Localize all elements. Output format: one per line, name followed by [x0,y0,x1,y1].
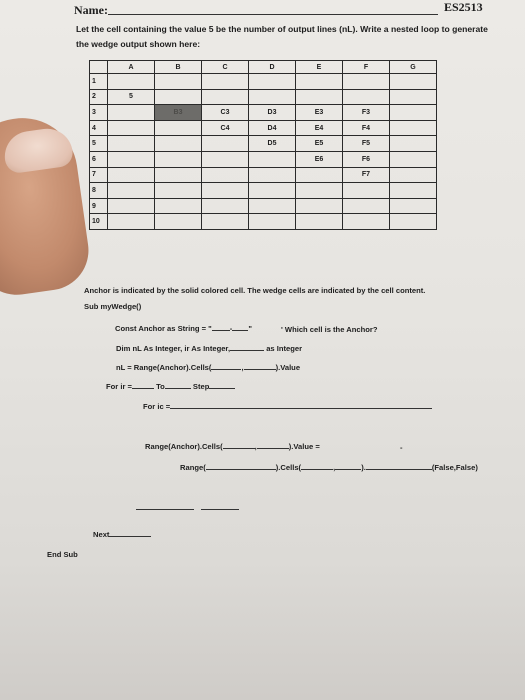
row-header: 1 [90,74,108,90]
next-blank[interactable] [109,529,151,537]
grid-cell [202,214,249,230]
range-cells-comma: , [254,442,257,451]
for-ir-start-blank[interactable] [132,381,154,389]
grid-cell [296,198,343,214]
grid-cell [202,136,249,152]
grid-cell [202,89,249,105]
grid-cell [296,74,343,90]
grid-row [90,214,437,230]
for-to-label: To [156,382,165,391]
grid-cell: E3 [296,105,343,121]
const-prefix: Const Anchor as String = " [115,324,212,333]
grid-cell [296,89,343,105]
grid-cell [390,105,437,121]
grid-row [90,120,437,136]
grid-cell: F5 [343,136,390,152]
const-comment: ' Which cell is the Anchor? [281,325,378,334]
grid-cell [202,198,249,214]
grid-cell: C3 [202,105,249,121]
grid-cell [249,89,296,105]
grid-cell [296,183,343,199]
grid-cell: 5 [108,89,155,105]
course-code: ES2513 [444,0,483,14]
range-cells: ).Cells( [275,463,302,472]
dim-prefix: Dim nL As Integer, ir As Integer, [116,344,231,353]
grid-cell [155,214,202,230]
grid-cell [390,214,437,230]
for-ic-blank[interactable] [170,401,432,409]
for-ir-label: For ir = [106,382,132,391]
nl-line [116,362,300,372]
grid-cell: F7 [343,167,390,183]
for-ir-end-blank[interactable] [165,381,191,389]
grid-cell [108,74,155,90]
grid-cell [108,120,155,136]
range-blank-4[interactable] [366,462,432,470]
next-label: Next [93,530,110,539]
column-header: C [202,61,249,74]
grid-cell [155,120,202,136]
grid-cell [155,198,202,214]
row-header: 7 [90,167,108,183]
const-suffix: " [248,324,252,333]
range-blank-2[interactable] [301,462,336,472]
column-header: F [343,61,390,74]
range-line [180,462,478,472]
anchor-note: Anchor is indicated by the solid colored cell. The wedge cells are indicated by the cell content. [84,286,426,295]
range-cells-blank-1[interactable] [223,441,255,449]
range-tail: (False,False) [431,463,478,472]
grid-cell [108,136,155,152]
nl-prefix: nL = Range(Anchor).Cells( [116,363,212,372]
grid-cell [343,89,390,105]
grid-cell: C4 [202,120,249,136]
grid-cell: F3 [343,105,390,121]
grid-cell: E6 [296,151,343,167]
grid-row [90,105,437,121]
dim-suffix: as Integer [266,344,303,353]
range-cells-line [145,441,320,451]
grid-row [90,89,437,105]
grid-cell: E4 [296,120,343,136]
grid-row [90,151,437,167]
grid-cell [343,183,390,199]
grid-cell: D3 [249,105,296,121]
column-header: B [155,61,202,74]
range-blank-3[interactable] [335,462,361,470]
end-sub-line: End Sub [47,550,78,559]
grid-cell [108,105,155,121]
column-header: E [296,61,343,74]
grid-cell [390,198,437,214]
for-ic-line [143,401,432,411]
column-header: G [390,61,437,74]
grid-cell [155,183,202,199]
grid-cell [108,183,155,199]
spreadsheet-grid [89,60,437,230]
grid-cell [108,198,155,214]
dim-blank[interactable] [230,343,264,351]
range-close: ). [361,463,366,472]
grid-cell [155,136,202,152]
grid-cell [155,89,202,105]
const-blank-1[interactable] [212,323,230,331]
dash-mark: - [400,443,403,452]
range-cells-blank-2[interactable] [254,441,289,451]
for-ir-line [106,381,235,391]
grid-cell [108,167,155,183]
row-header: 3 [90,105,108,121]
nl-blank-1[interactable] [211,362,244,372]
sub-line: Sub myWedge() [84,302,142,311]
instructions: Let the cell containing the value 5 be the number of output lines (nL). Write a nested loop to generate the wedge output shown here: [76,24,488,49]
anchor-cell: B3 [155,105,202,121]
grid-row [90,198,437,214]
range-prefix: Range( [180,463,206,472]
row-header: 4 [90,120,108,136]
grid-cell [390,136,437,152]
grid-cell [390,89,437,105]
grid-cell [108,151,155,167]
dim-line [116,343,302,353]
grid-cell [343,214,390,230]
grid-cell: E5 [296,136,343,152]
grid-cell [155,151,202,167]
nl-blank-2[interactable] [244,362,276,370]
row-header: 8 [90,183,108,199]
for-ir-step-blank[interactable] [209,381,235,389]
next-line [93,529,151,539]
nl-suffix: ).Value [275,363,301,372]
name-label: Name: [74,3,108,17]
row-header: 5 [90,136,108,152]
grid-row [90,167,437,183]
grid-cell: D5 [249,136,296,152]
grid-cell [155,167,202,183]
blank-line-1[interactable] [136,509,194,510]
grid-cell [390,167,437,183]
grid-row [90,183,437,199]
range-cells-prefix: Range(Anchor).Cells( [145,442,223,451]
for-step-label: Step [192,382,210,391]
grid-cell [155,74,202,90]
grid-cell: F4 [343,120,390,136]
row-header: 2 [90,89,108,105]
grid-cell [202,167,249,183]
column-header: A [108,61,155,74]
grid-cell [108,214,155,230]
range-cells-suffix: ).Value = [288,442,320,451]
grid-cell: D4 [249,120,296,136]
grid-cell [249,183,296,199]
grid-corner [90,61,108,74]
row-header: 6 [90,151,108,167]
grid-cell [390,120,437,136]
blank-line-2[interactable] [201,509,239,510]
grid-cell [249,198,296,214]
nl-comma: , [241,363,244,372]
grid-row [90,74,437,90]
grid-cell [343,198,390,214]
const-line: Const Anchor as String = " - " [115,324,252,333]
column-header: D [249,61,296,74]
grid-cell [202,183,249,199]
for-ic-label: For ic = [143,402,171,411]
row-header: 10 [90,214,108,230]
grid-cell [249,151,296,167]
grid-cell [202,74,249,90]
grid-cell [390,151,437,167]
grid-cell [249,167,296,183]
const-blank-2[interactable] [232,323,248,331]
row-header: 9 [90,198,108,214]
grid-cell [390,74,437,90]
range-blank-1[interactable] [206,462,276,470]
grid-cell [296,214,343,230]
grid-header-row [90,61,437,74]
range-comma: , [333,463,336,472]
grid-cell [249,214,296,230]
grid-cell [343,74,390,90]
grid-cell [390,183,437,199]
grid-row [90,136,437,152]
grid-cell [296,167,343,183]
grid-cell [249,74,296,90]
grid-cell [202,151,249,167]
name-field[interactable] [108,14,438,15]
grid-cell: F6 [343,151,390,167]
